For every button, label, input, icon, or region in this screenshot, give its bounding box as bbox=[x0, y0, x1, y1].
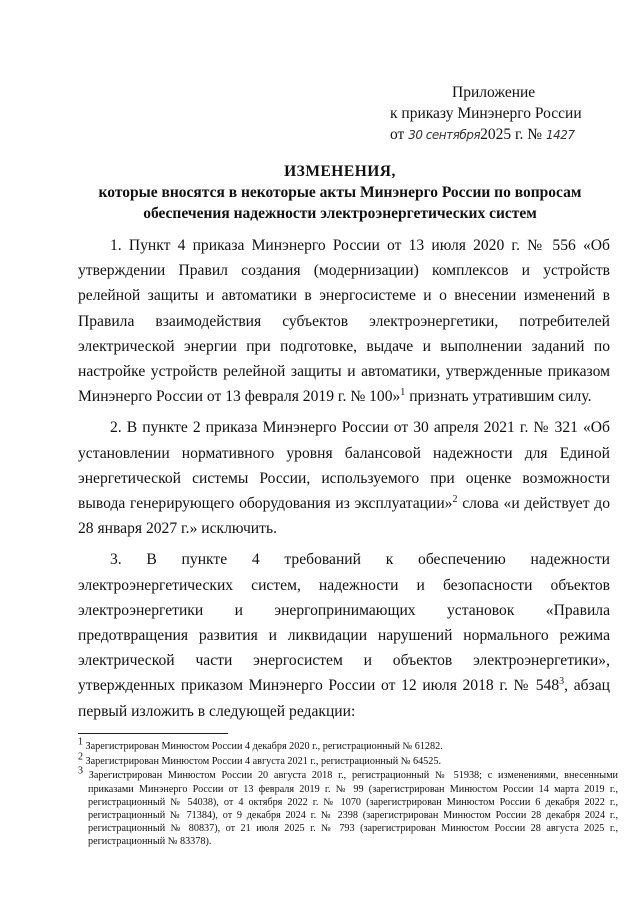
title-line-2: которые вносятся в некоторые акты Минэнерго России по вопросам bbox=[98, 184, 582, 201]
handwritten-date: 30 сентября bbox=[408, 128, 481, 142]
footnote-ref-3: 3 bbox=[559, 676, 565, 688]
appendix-year: 2025 bbox=[480, 126, 512, 143]
footnote-ref-1: 1 bbox=[400, 387, 406, 399]
paragraph-2: 2. В пункте 2 приказа Минэнерго России от 30 апреля 2021 г. № 321 «Об установлении нормативного уровня балансовой надежности для Единой энергетической системы России, используемого при оценке возможности вывода генерирующего оборудования из эксплуатации»$^2$ слова «и действует до 28 января 2027 г.» исключить. bbox=[78, 419, 611, 538]
appendix-header bbox=[390, 82, 610, 146]
footnote-divider bbox=[78, 733, 228, 734]
paragraph-3: 3. В пункте 4 требований к обеспечению надежности электроэнергетических систем, надежности и безопасности объектов электроэнергетики и энергопринимающих установок «Правила предотвращения развития и ликвидации нарушений нормального режима электрической части энергосистем и объектов электроэнергетики», утвержденных приказом Минэнерго России от 12 июля 2018 г. № $548^3$, абзац первый изложить в следующей редакции: bbox=[78, 551, 610, 720]
footnote-2: $^2$ Зарегистрирован Минюстом России 4 августа 2021 г., регистрационный № 64525. bbox=[78, 751, 441, 767]
document-title bbox=[70, 161, 610, 224]
title-line-3: обеспечения надежности электроэнергетических систем bbox=[143, 205, 537, 222]
title-main: ИЗМЕНЕНИЯ, bbox=[284, 163, 396, 180]
handwritten-number: 1427 bbox=[545, 128, 575, 142]
footnotes bbox=[78, 736, 619, 850]
footnote-ref-2: 2 bbox=[452, 493, 458, 505]
footnote-3: $^3$ Зарегистрирован Минюстом России 20 августа 2018 г., регистрационный № 51938; с изменениями, внесенными приказами Минэнерго России от 13 февраля 2019 г. № 99 (зарегистрирован Минюстом России 14 марта 2019 г., регистрационный № 54038), от 4 октября 2022 г. № 1070 (зарегистрирован Минюстом России 6 декабря 2022 г., регистрационный № 71384), от 9 декабря 2024 г. № 2398 (зарегистрирован Минюстом России 28 декабря 2024 г., регистрационный № 80837), от 21 июля 2025 г. № 793 (зарегистрирован Минюстом России 28 августа 2025 г., регистрационный № 83378). bbox=[78, 766, 619, 848]
paragraph-1: 1. Пункт 4 приказа Минэнерго России от 13 июля 2020 г. № 556 «Об утверждении Правил создания (модернизации) комплексов и устройств релейной защиты и автоматики в энергосистеме и о внесении изменений в Правила взаимодействия субъектов электроэнергетики, потребителей электрической энергии при подготовке, выдаче и выполнении заданий по настройке устройств релейной защиты и автоматики, утвержденные приказом Минэнерго России от 13 февраля 2019 г. № 100»$^1$ признать утратившим силу. bbox=[78, 237, 610, 406]
appendix-order-reference: к приказу Минэнерго России bbox=[390, 105, 582, 122]
appendix-date-line: от 30 сентября2025 г. № 1427 bbox=[390, 126, 575, 143]
footnote-1: $^1$ Зарегистрирован Минюстом России 4 декабря 2020 г., регистрационный № 61282. bbox=[78, 736, 443, 752]
document-body bbox=[78, 233, 610, 730]
appendix-label: Приложение bbox=[452, 84, 536, 101]
